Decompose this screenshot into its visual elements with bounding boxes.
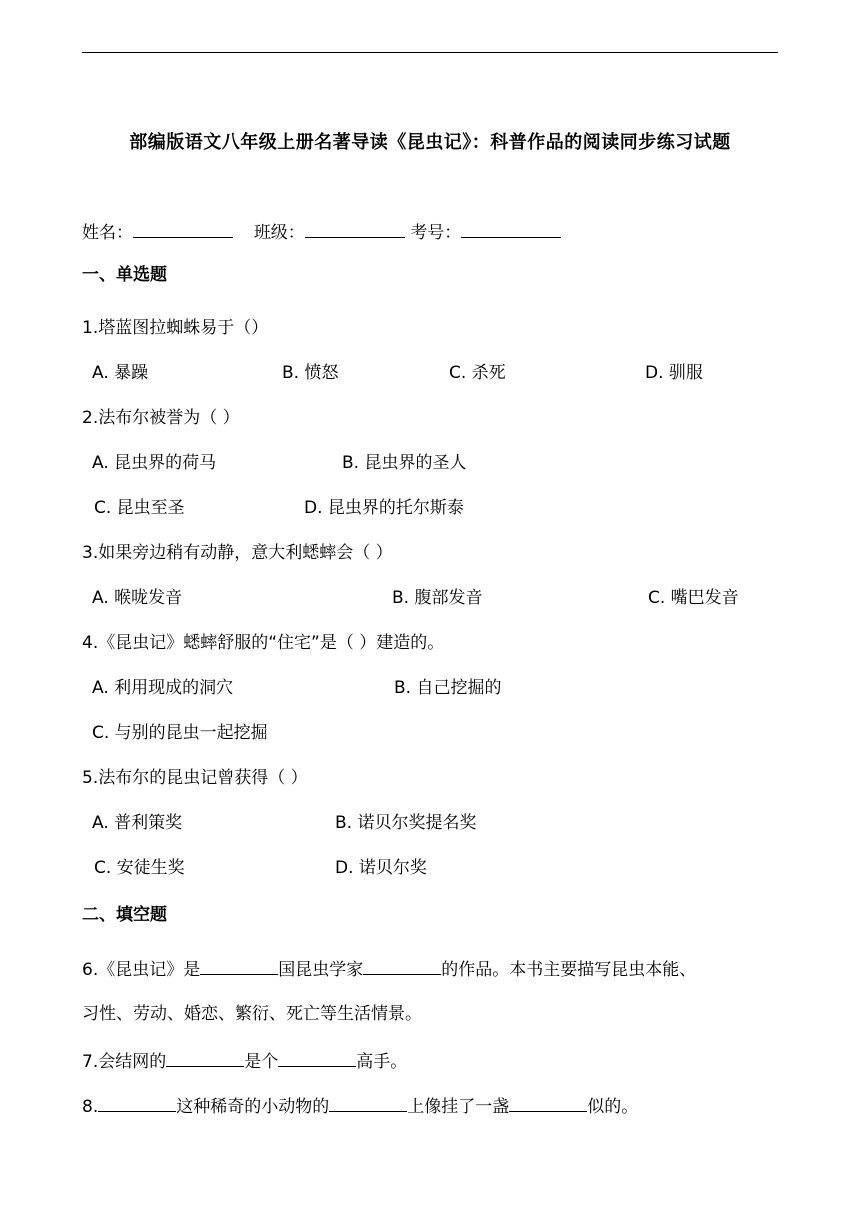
- question-2-option-a[interactable]: A. 昆虫界的荷马: [92, 453, 217, 473]
- question-4-option-b[interactable]: B. 自己挖掘的: [394, 678, 502, 698]
- question-8-text-4: 似的。: [587, 1097, 639, 1117]
- question-3-stem: 3.如果旁边稍有动静，意大利蟋蟀会（ ）: [82, 543, 393, 563]
- question-1-stem: 1.塔蓝图拉蜘蛛易于（）: [82, 318, 269, 338]
- question-6-blank-2[interactable]: [363, 956, 441, 975]
- question-8-blank-3[interactable]: [509, 1093, 587, 1112]
- question-8-blank-2[interactable]: [329, 1093, 407, 1112]
- question-4-stem: 4.《昆虫记》蟋蟀舒服的“住宅”是（ ）建造的。: [82, 633, 445, 653]
- question-8: [82, 1093, 638, 1119]
- question-7: [82, 1048, 407, 1074]
- class-label: 班级：: [253, 223, 305, 243]
- question-2-stem: 2.法布尔被誉为（ ）: [82, 408, 240, 428]
- question-3-option-b[interactable]: B. 腹部发音: [392, 588, 483, 608]
- question-8-text-3: 上像挂了一盏: [407, 1097, 510, 1117]
- question-7-blank-1[interactable]: [166, 1048, 244, 1067]
- top-divider: [82, 52, 778, 53]
- section-heading-single-choice: 一、单选题: [82, 265, 167, 285]
- question-6-line-1: [82, 956, 696, 982]
- name-blank[interactable]: [133, 219, 233, 238]
- question-1-option-b[interactable]: B. 愤怒: [282, 363, 339, 383]
- question-1-option-c[interactable]: C. 杀死: [449, 363, 506, 383]
- question-6-blank-1[interactable]: [200, 956, 278, 975]
- question-3-option-a[interactable]: A. 喉咙发音: [92, 588, 183, 608]
- student-info-row: [82, 219, 561, 245]
- question-5-option-c[interactable]: C. 安徒生奖: [94, 858, 185, 878]
- question-3-option-c[interactable]: C. 嘴巴发音: [648, 588, 739, 608]
- class-blank[interactable]: [305, 219, 405, 238]
- question-5-option-a[interactable]: A. 普利策奖: [92, 813, 183, 833]
- question-2-option-c[interactable]: C. 昆虫至圣: [94, 498, 185, 518]
- number-blank[interactable]: [461, 219, 561, 238]
- question-1-option-d[interactable]: D. 驯服: [645, 363, 703, 383]
- question-8-text-2: 这种稀奇的小动物的: [176, 1097, 330, 1117]
- question-8-blank-1[interactable]: [98, 1093, 176, 1112]
- question-5-stem: 5.法布尔的昆虫记曾获得（ ）: [82, 768, 308, 788]
- question-2-option-b[interactable]: B. 昆虫界的圣人: [342, 453, 467, 473]
- question-4-option-c[interactable]: C. 与别的昆虫一起挖掘: [92, 723, 268, 743]
- question-4-option-a[interactable]: A. 利用现成的洞穴: [92, 678, 234, 698]
- question-7-text-1: 7.会结网的: [82, 1052, 167, 1072]
- number-label: 考号：: [410, 223, 462, 243]
- section-heading-fill-blank: 二、填空题: [82, 905, 167, 925]
- question-8-text-1: 8.: [82, 1097, 99, 1117]
- question-5-option-d[interactable]: D. 诺贝尔奖: [335, 858, 427, 878]
- question-7-blank-2[interactable]: [278, 1048, 356, 1067]
- name-label: 姓名：: [82, 223, 133, 243]
- question-1-option-a[interactable]: A. 暴躁: [92, 363, 149, 383]
- question-2-option-d[interactable]: D. 昆虫界的托尔斯泰: [304, 498, 464, 518]
- question-7-text-2: 是个: [244, 1052, 279, 1072]
- question-6-line-2: 习性、劳动、婚恋、繁衍、死亡等生活情景。: [82, 1004, 422, 1024]
- question-6-text-1: 6.《昆虫记》是: [82, 960, 201, 980]
- page-title: 部编版语文八年级上册名著导读《昆虫记》：科普作品的阅读同步练习试题: [129, 132, 731, 153]
- question-5-option-b[interactable]: B. 诺贝尔奖提名奖: [335, 813, 477, 833]
- question-7-text-3: 高手。: [356, 1052, 408, 1072]
- question-6-text-3: 的作品。本书主要描写昆虫本能、: [441, 960, 697, 980]
- question-6-text-2: 国昆虫学家: [278, 960, 364, 980]
